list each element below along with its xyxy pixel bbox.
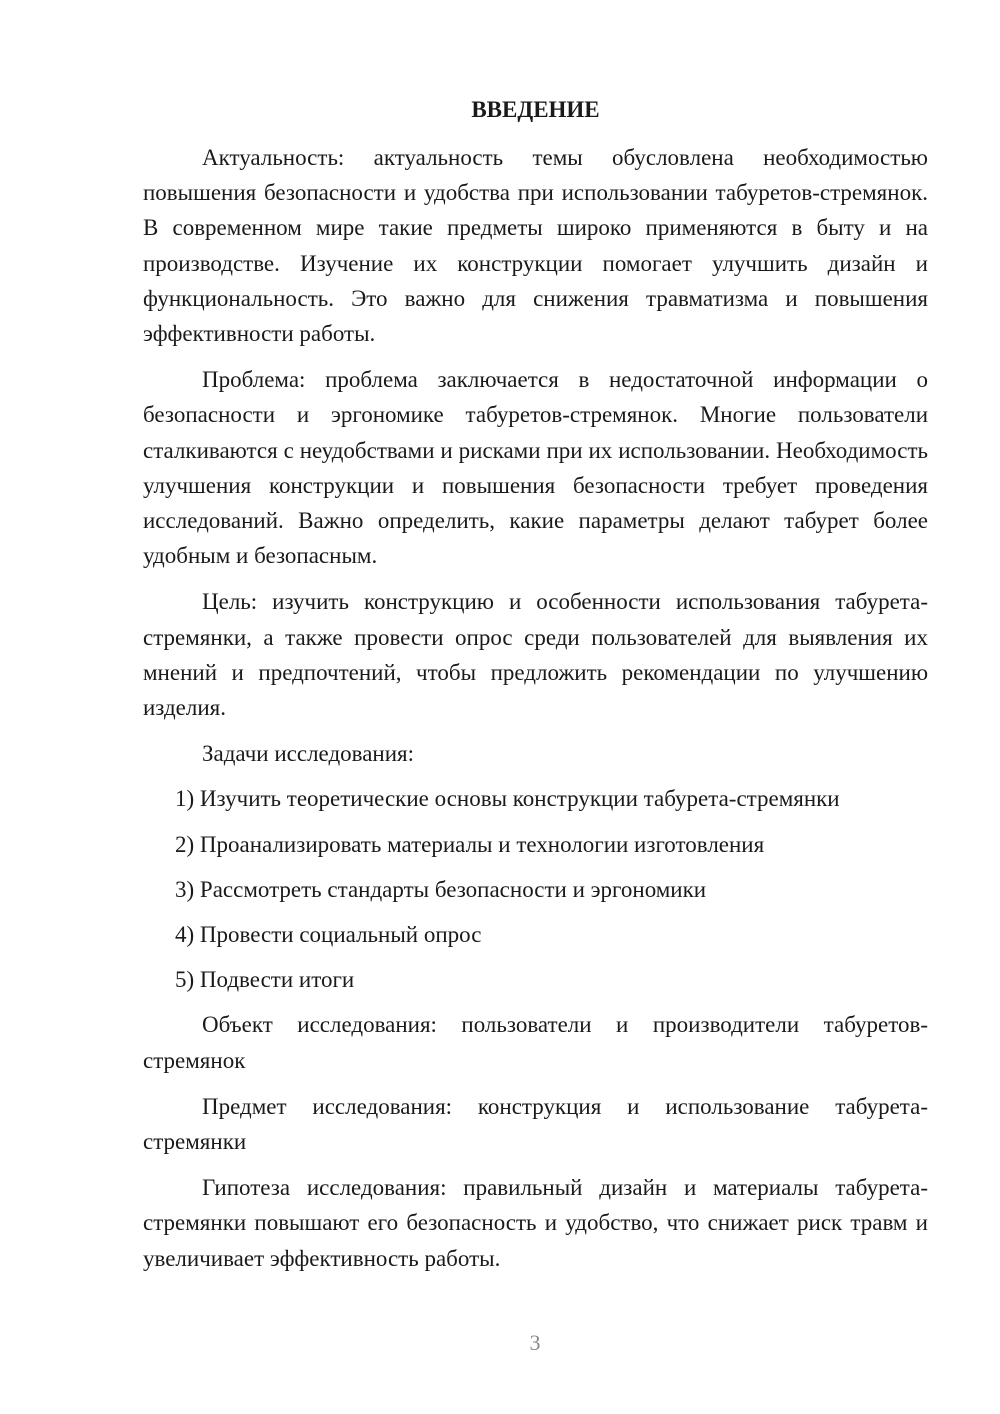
tasks-list bbox=[143, 781, 928, 997]
tasks-heading: Задачи исследования: bbox=[202, 741, 415, 767]
task-item: 2) Проанализировать материалы и технологии изготовления bbox=[175, 831, 765, 857]
task-item: 3) Рассмотреть стандарты безопасности и эргономики bbox=[175, 876, 707, 902]
paragraph-relevance: Актуальность: актуальность темы обусловлена необходимостью повышения безопасности и удобства при использовании табуретов-стремянок. В современном мире такие предметы широко применяются в быту и на производстве. Изучение их конструкции помогает улучшить дизайн и функциональность. Это важно для снижения травматизма и повышения эффективности работы. bbox=[143, 145, 928, 347]
section-title: ВВЕДЕНИЕ bbox=[471, 97, 600, 122]
paragraph-subject: Предмет исследования: конструкция и использование табурета-стремянки bbox=[143, 1093, 928, 1155]
document-body bbox=[143, 92, 928, 1287]
paragraph-goal: Цель: изучить конструкцию и особенности использования табурета-стремянки, а также провести опрос среди пользователей для выявления их мнений и предпочтений, чтобы предложить рекомендации по улучшению изделия. bbox=[143, 589, 928, 721]
page-number: 3 bbox=[529, 1330, 541, 1355]
task-item: 1) Изучить теоретические основы конструкции табурета-стремянки bbox=[175, 786, 840, 812]
paragraph-object: Объект исследования: пользователи и производители табуретов-стремянок bbox=[143, 1012, 928, 1073]
task-item: 5) Подвести итоги bbox=[175, 967, 355, 993]
paragraph-problem: Проблема: проблема заключается в недостаточной информации о безопасности и эргономике табуретов-стремянок. Многие пользователи сталкиваются с неудобствами и рисками при их использовании. Необходимость улучшения конструкции и повышения безопасности требует проведения исследований. Важно определить, какие параметры делают табурет более удобным и безопасным. bbox=[143, 367, 928, 569]
paragraph-hypothesis: Гипотеза исследования: правильный дизайн и материалы табурета-стремянки повышают его безопасность и удобство, что снижает риск травм и увеличивает эффективность работы. bbox=[143, 1175, 928, 1271]
task-item: 4) Провести социальный опрос bbox=[175, 922, 482, 948]
